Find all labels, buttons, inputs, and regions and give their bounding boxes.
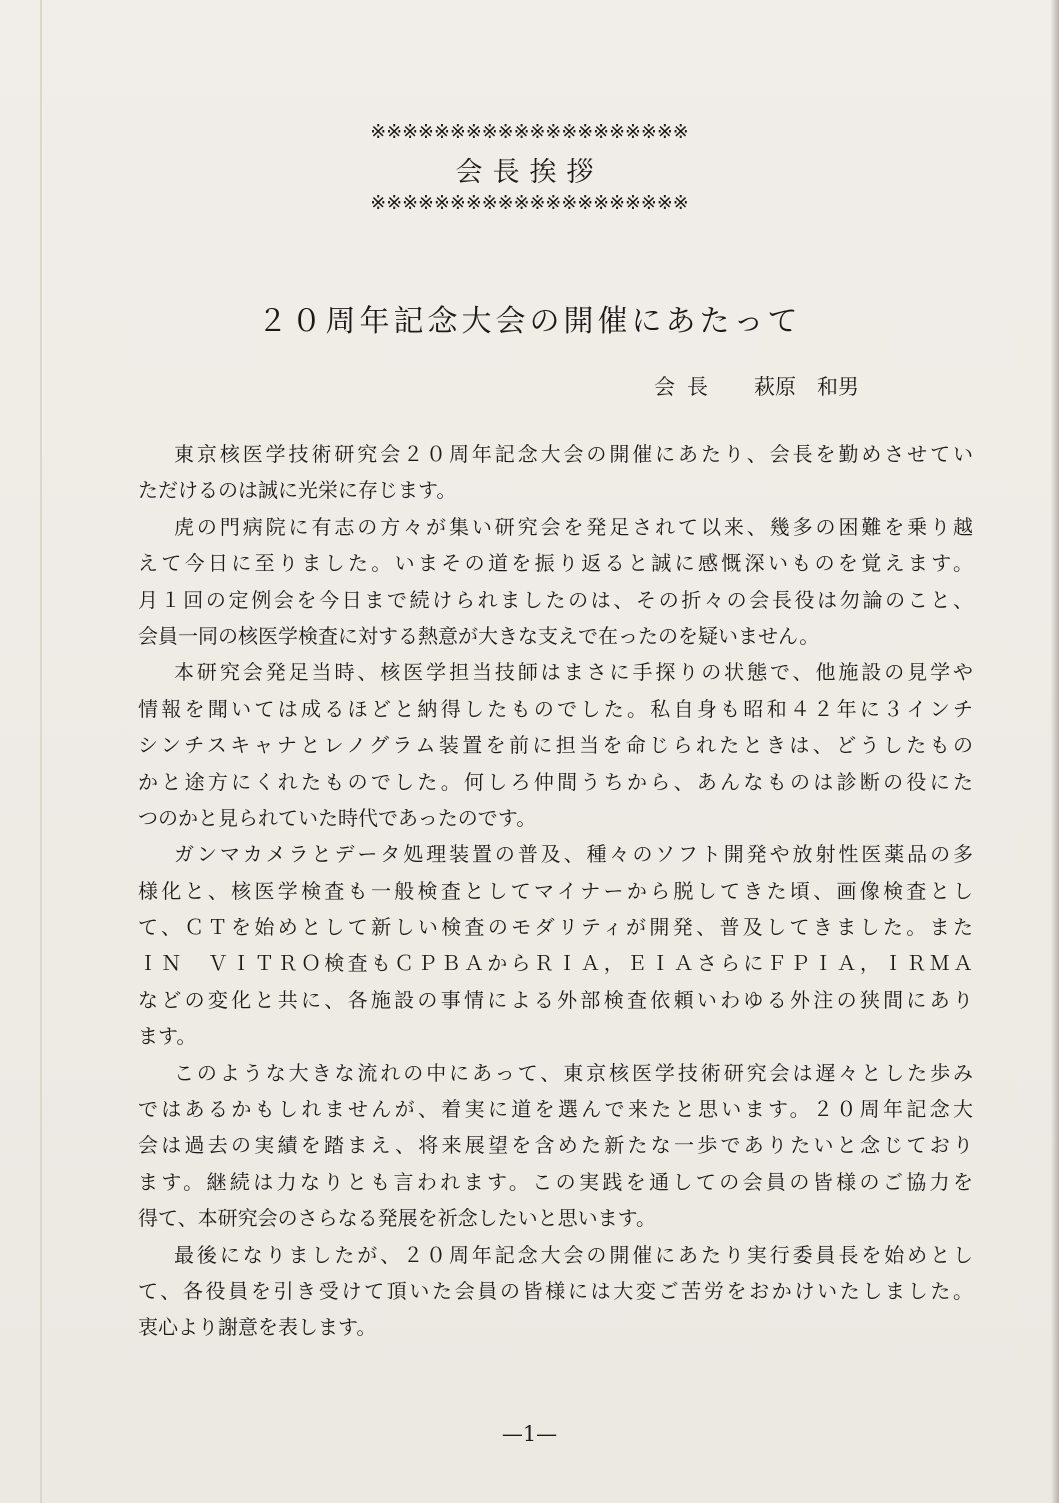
body-line: ガンマカメラとデータ処理装置の普及、種々のソフト開発や放射性医薬品の多: [174, 842, 973, 867]
body-line: 得て、本研究会のさらなる発展を祈念したいと思います。: [138, 1206, 656, 1231]
body-line: 様化と、核医学検査も一般検査としてマイナーから脱してきた頃、画像検査とし: [138, 878, 973, 903]
paper-fold-line: [40, 0, 42, 1503]
body-line: ただけるのは誠に光栄に存じます。: [138, 478, 457, 503]
body-line: 月１回の定例会を今日まで続けられましたのは、その折々の会長役は勿論のこと、: [138, 587, 973, 612]
body-line: ます。継続は力なりとも言われます。この実践を通しての会員の皆様のご協力を: [138, 1169, 973, 1194]
decorative-stars-top: ※※※※※※※※※※※※※※※※※※※※: [370, 121, 689, 143]
body-line: 会員一同の核医学検査に対する熱意が大きな支えで在ったのを疑いません。: [138, 623, 820, 648]
body-text: [138, 436, 973, 1346]
body-line: 本研究会発足当時、核医学担当技師はまさに手探りの状態で、他施設の見学や: [174, 660, 973, 685]
body-line: などの変化と共に、各施設の事情による外部検査依頼いわゆる外注の狭間にあり: [138, 987, 973, 1012]
body-line: えて今日に至りました。いまその道を振り返ると誠に感慨深いものを覚えます。: [138, 551, 973, 576]
body-line: ではあるかもしれませんが、着実に道を選んで来たと思います。２０周年記念大: [138, 1097, 973, 1122]
paper-edge-shadow: [1051, 0, 1059, 1503]
body-line: つのかと見られていた時代であったのです。: [138, 805, 537, 830]
decorative-stars-bottom: ※※※※※※※※※※※※※※※※※※※※: [370, 192, 689, 214]
section-title: 会長挨拶: [455, 157, 604, 188]
body-line: ＩＮ ＶＩＴＲＯ検査もＣＰＢＡからＲＩＡ，ＥＩＡさらにＦＰＩＡ，ＩＲＭＡ: [138, 951, 973, 976]
body-line: このような大きな流れの中にあって、東京核医学技術研究会は遅々とした歩み: [174, 1060, 973, 1085]
body-line: ます。: [138, 1024, 197, 1049]
body-line: 会は過去の実績を踏まえ、将来展望を含めた新たな一歩でありたいと念じており: [138, 1133, 973, 1158]
page-number: —1—: [501, 1422, 558, 1446]
author-role: 会長: [654, 375, 720, 399]
body-line: シンチスキャナとレノグラム装置を前に担当を命じられたときは、どうしたもの: [138, 733, 973, 758]
author-name: 萩原 和男: [754, 375, 859, 399]
body-line: 最後になりましたが、２０周年記念大会の開催にあたり実行委員長を始めとし: [174, 1242, 973, 1267]
body-line: かと途方にくれたものでした。何しろ仲間うちから、あんなものは診断の役にた: [138, 769, 973, 794]
body-line: 衷心より謝意を表します。: [138, 1315, 377, 1340]
body-line: 情報を聞いては成るほどと納得したものでした。私自身も昭和４２年に３インチ: [138, 696, 973, 721]
body-line: て、ＣＴを始めとして新しい検査のモダリティが開発、普及してきました。また: [138, 915, 973, 940]
body-line: 東京核医学技術研究会２０周年記念大会の開催にあたり、会長を勤めさせてい: [174, 442, 973, 466]
body-line: 虎の門病院に有志の方々が集い研究会を発足されて以来、幾多の困難を乗り越: [174, 514, 973, 539]
document-title: ２０周年記念大会の開催にあたって: [257, 304, 802, 339]
author-line: [654, 371, 859, 401]
body-line: て、各役員を引き受けて頂いた会員の皆様には大変ご苦労をおかけいたしました。: [138, 1278, 973, 1303]
